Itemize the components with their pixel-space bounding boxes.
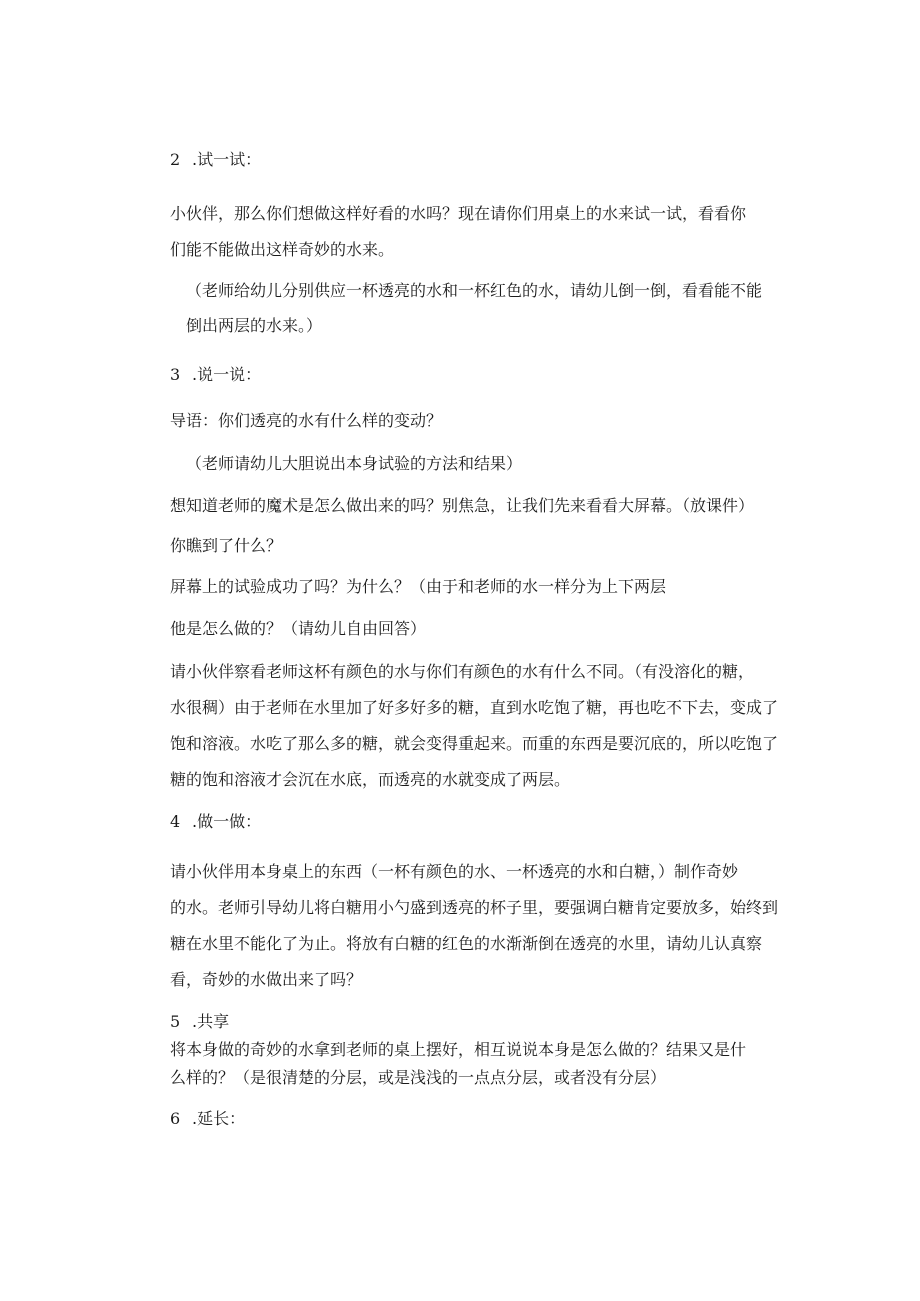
text-line: 看，奇妙的水做出来了吗？ [170, 970, 363, 989]
section-3-paragraph [170, 654, 800, 798]
section-3-guide: 导语：你们透亮的水有什么样的变动？ [170, 411, 443, 430]
section-2-title: .试一试： [192, 150, 262, 169]
section-3-heading [170, 363, 261, 387]
section-4-title: .做一做： [192, 812, 262, 831]
text-line: 饱和溶液。水吃了那么多的糖，就会变得重起来。而重的东西是要沉底的，所以吃饱了 [170, 734, 779, 753]
section-3-question-4: 他是怎么做的？（请幼儿自由回答） [170, 619, 427, 638]
text-line: 么样的？（是很清楚的分层，或是浅浅的一点点分层，或者没有分层） [170, 1068, 667, 1087]
section-2-paragraph-2 [186, 273, 816, 343]
section-5-title: .共享 [192, 1012, 230, 1031]
section-6-heading [170, 1107, 245, 1131]
section-3-question-1: 想知道老师的魔术是怎么做出来的吗？别焦急，让我们先来看看大屏幕。（放课件） [170, 496, 755, 515]
section-3-number: 3 [170, 365, 181, 384]
text-line: 们能不能做出这样奇妙的水来。 [170, 240, 395, 259]
text-line: 糖的饱和溶液才会沉在水底，而透亮的水就变成了两层。 [170, 770, 571, 789]
text-line: 的水。老师引导幼儿将白糖用小勺盛到透亮的杯子里，要强调白糖肯定要放多，始终到 [170, 898, 779, 917]
section-3-question-3: 屏幕上的试验成功了吗？为什么？（由于和老师的水一样分为上下两层 [170, 577, 667, 596]
section-5-paragraph [170, 1036, 800, 1092]
section-6-title: .延长： [192, 1109, 246, 1128]
text-line: 水很稠）由于老师在水里加了好多好多的糖，直到水吃饱了糖，再也吃不下去，变成了 [170, 698, 779, 717]
section-5-heading [170, 1010, 229, 1034]
text-line: 请小伙伴用本身桌上的东西（一杯有颜色的水、一杯透亮的水和白糖，）制作奇妙 [170, 862, 739, 881]
text-line: 糖在水里不能化了为止。将放有白糖的红色的水渐渐倒在透亮的水里，请幼儿认真察 [170, 934, 763, 953]
section-2-number: 2 [170, 150, 181, 169]
text-line: 请小伙伴察看老师这杯有颜色的水与你们有颜色的水有什么不同。（有没溶化的糖， [170, 662, 755, 681]
section-6-number: 6 [170, 1109, 181, 1128]
text-line: 倒出两层的水来。） [186, 316, 323, 335]
section-4-heading [170, 810, 261, 834]
text-line: 小伙伴，那么你们想做这样好看的水吗？现在请你们用桌上的水来试一试，看看你 [170, 204, 747, 223]
text-line: （老师给幼儿分别供应一杯透亮的水和一杯红色的水，请幼儿倒一倒，看看能不能 [186, 281, 763, 300]
section-2-heading [170, 148, 261, 172]
section-3-question-2: 你瞧到了什么？ [170, 536, 283, 555]
section-3-title: .说一说： [192, 365, 262, 384]
section-5-number: 5 [170, 1012, 181, 1031]
section-3-note: （老师请幼儿大胆说出本身试验的方法和结果） [186, 454, 523, 473]
section-4-number: 4 [170, 812, 181, 831]
section-4-paragraph [170, 854, 800, 998]
text-line: 将本身做的奇妙的水拿到老师的桌上摆好，相互说说本身是怎么做的？结果又是什 [170, 1040, 747, 1059]
section-2-paragraph-1 [170, 196, 800, 268]
